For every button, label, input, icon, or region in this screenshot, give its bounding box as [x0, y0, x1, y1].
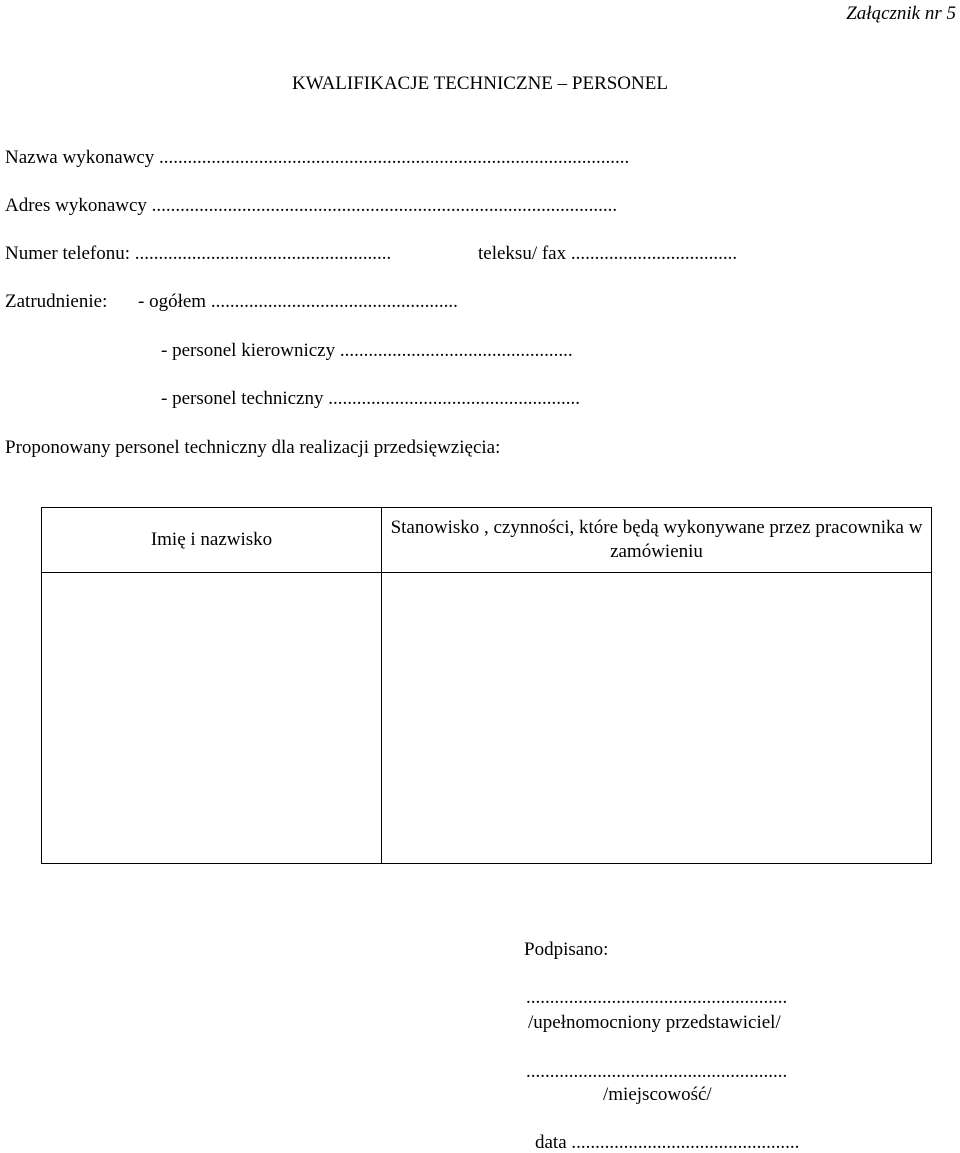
- name-cell[interactable]: [42, 573, 382, 864]
- employment-total-field: - ogółem ....................................................: [138, 291, 458, 312]
- table-header-row: [42, 508, 932, 573]
- staff-table: [41, 507, 932, 864]
- column-header-position: Stanowisko , czynności, które będą wykonywane przez pracownika w zamówieniu: [382, 508, 932, 573]
- date-field: data ................................................: [535, 1132, 800, 1153]
- place-label: /miejscowość/: [603, 1084, 712, 1105]
- contractor-name-field: Nazwa wykonawcy ...................................................................................................: [5, 147, 630, 168]
- phone-number-field: Numer telefonu: ......................................................: [5, 243, 392, 264]
- fax-field: teleksu/ fax ...................................: [478, 243, 738, 264]
- annex-label: Załącznik nr 5: [846, 3, 956, 24]
- employment-technical-field: - personel techniczny .....................................................: [161, 388, 580, 409]
- contractor-address-field: Adres wykonawcy ..................................................................................................: [5, 195, 618, 216]
- table-row: [42, 573, 932, 864]
- column-header-name: Imię i nazwisko: [42, 508, 382, 573]
- signed-label: Podpisano:: [524, 939, 609, 960]
- employment-management-field: - personel kierowniczy .................................................: [161, 340, 573, 361]
- position-cell[interactable]: [382, 573, 932, 864]
- signature-field: .......................................................: [526, 987, 788, 1008]
- document-title: KWALIFIKACJE TECHNICZNE – PERSONEL: [292, 73, 668, 94]
- employment-label: Zatrudnienie:: [5, 291, 108, 312]
- proposed-staff-heading: Proponowany personel techniczny dla realizacji przedsięwzięcia:: [5, 437, 501, 458]
- representative-label: /upełnomocniony przedstawiciel/: [528, 1012, 781, 1033]
- place-field: .......................................................: [526, 1061, 788, 1082]
